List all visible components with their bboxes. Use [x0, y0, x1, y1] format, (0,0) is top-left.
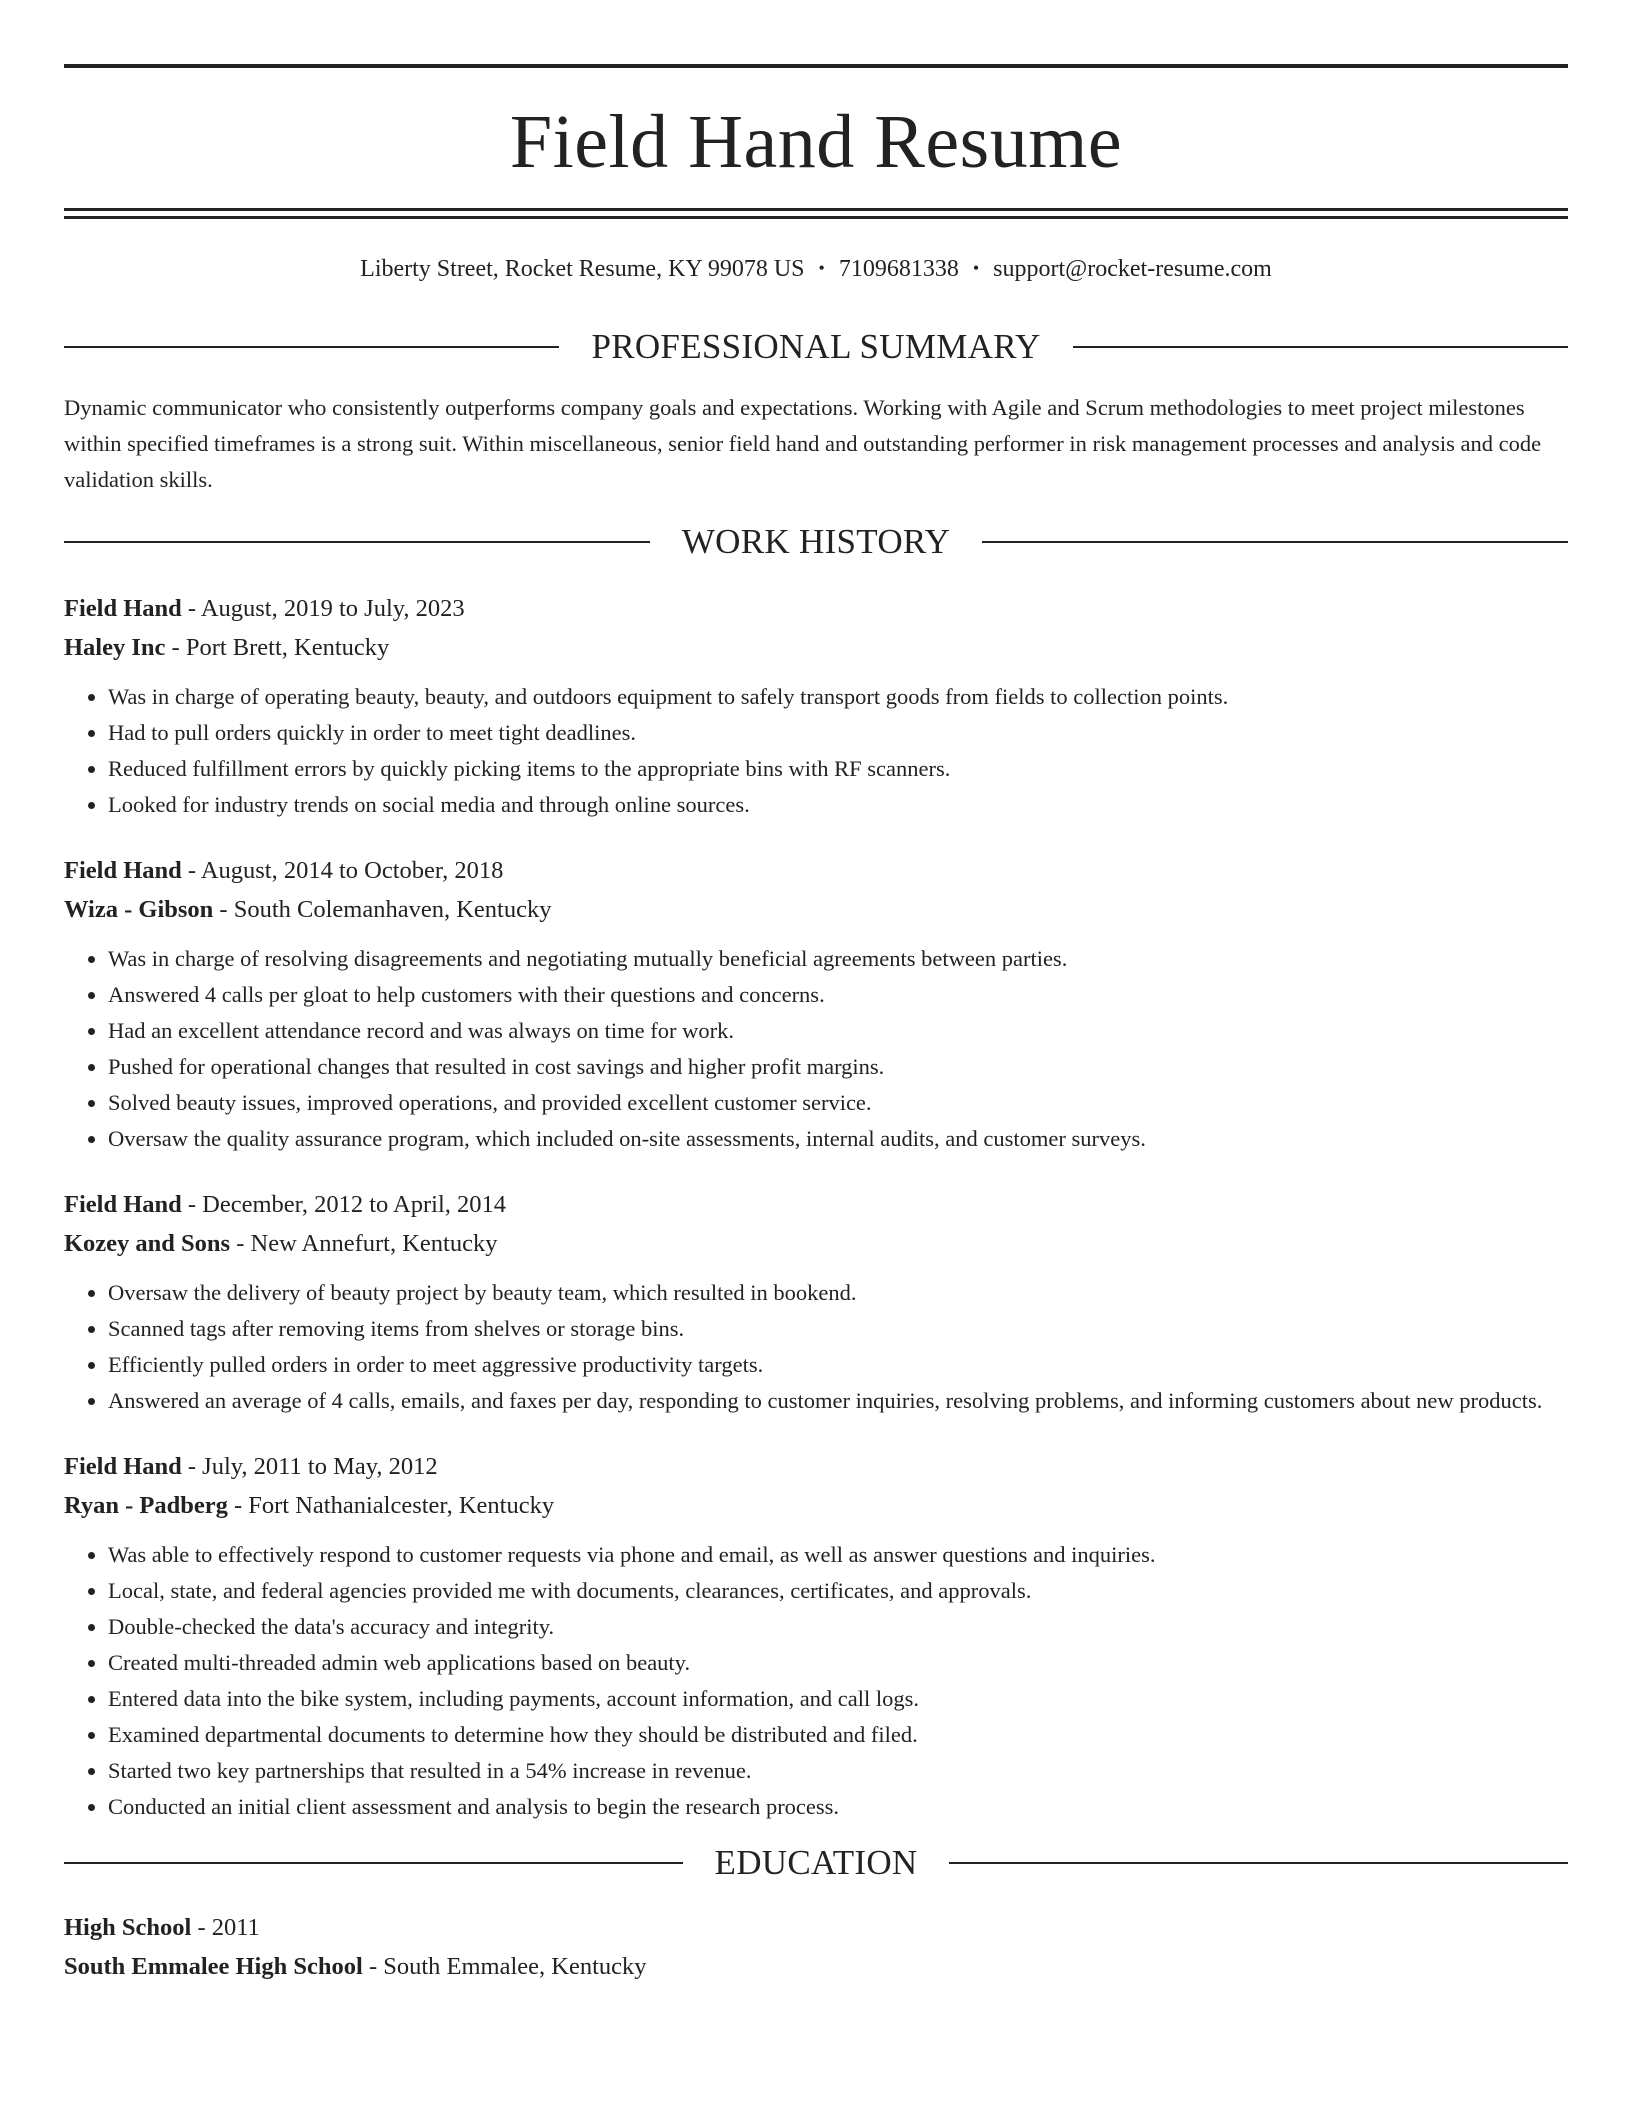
- summary-heading: [64, 329, 1568, 364]
- job-entry: [64, 1185, 1568, 1419]
- job-bullet: • Was in charge of operating beauty, beauty, and outdoors equipment to safely transport goods from fields to collection points.: [108, 679, 1568, 715]
- contact-separator: •: [972, 258, 980, 278]
- job-dates: - December, 2012 to April, 2014: [181, 1191, 507, 1218]
- education-school-line: [64, 1947, 1568, 1986]
- job-bullet: • Had an excellent attendance record and was always on time for work.: [108, 1013, 1568, 1049]
- resume-title: Field Hand Resume: [509, 100, 1123, 184]
- job-bullet: • Examined departmental documents to determine how they should be distributed and filed.: [108, 1717, 1568, 1753]
- job-bullet: • Conducted an initial client assessment and analysis to begin the research process.: [108, 1789, 1568, 1825]
- education-location: - South Emmalee, Kentucky: [362, 1953, 647, 1980]
- heading-rule-left: [64, 541, 650, 543]
- job-dates: - August, 2014 to October, 2018: [181, 857, 504, 884]
- job-entry: [64, 851, 1568, 1157]
- contact-email: support@rocket-resume.com: [993, 256, 1272, 282]
- contact-separator: •: [818, 258, 825, 278]
- job-company: Kozey and Sons: [64, 1230, 231, 1257]
- job-bullet: • Was able to effectively respond to customer requests via phone and email, as well as answer questions and inquiries.: [108, 1537, 1568, 1573]
- job-location: - New Annefurt, Kentucky: [230, 1230, 498, 1257]
- job-bullet: • Had to pull orders quickly in order to meet tight deadlines.: [108, 715, 1568, 751]
- job-title: Field Hand: [64, 857, 182, 884]
- job-bullet: • Started two key partnerships that resulted in a 54% increase in revenue.: [108, 1753, 1568, 1789]
- job-entry: [64, 589, 1568, 823]
- job-title-line: [64, 851, 1568, 890]
- job-bullets: [64, 1537, 1568, 1825]
- education-heading-label: EDUCATION: [714, 1843, 918, 1882]
- job-location: - Port Brett, Kentucky: [165, 634, 390, 661]
- heading-rule-right: [949, 1862, 1568, 1864]
- job-location: - Fort Nathanialcester, Kentucky: [227, 1492, 555, 1519]
- work-history-heading: [64, 524, 1568, 559]
- education-degree: High School: [64, 1914, 192, 1941]
- education-heading: [64, 1845, 1568, 1880]
- contact-address: Liberty Street, Rocket Resume, KY 99078 US: [360, 256, 805, 282]
- job-company-line: [64, 1224, 1568, 1263]
- heading-rule-left: [64, 346, 559, 348]
- job-company-line: [64, 1486, 1568, 1525]
- contact-line: [64, 257, 1568, 281]
- job-title-line: [64, 1447, 1568, 1486]
- heading-rule-right: [1073, 346, 1568, 348]
- job-bullet: • Looked for industry trends on social media and through online sources.: [108, 787, 1568, 823]
- heading-rule-right: [982, 541, 1568, 543]
- job-bullet: • Answered an average of 4 calls, emails, and faxes per day, responding to customer inquiries, resolving problems, and informing customers about new products.: [108, 1383, 1568, 1419]
- job-bullet: • Answered 4 calls per gloat to help customers with their questions and concerns.: [108, 977, 1568, 1013]
- job-bullet: • Efficiently pulled orders in order to meet aggressive productivity targets.: [108, 1347, 1568, 1383]
- job-title: Field Hand: [64, 1191, 182, 1218]
- job-bullet: • Reduced fulfillment errors by quickly picking items to the appropriate bins with RF scanners.: [108, 751, 1568, 787]
- title-double-rule: [64, 208, 1568, 219]
- job-title: Field Hand: [64, 1453, 182, 1480]
- education-school: South Emmalee High School: [64, 1953, 363, 1980]
- contact-phone: 7109681338: [838, 256, 959, 282]
- heading-rule-left: [64, 1862, 683, 1864]
- education-year: - 2011: [191, 1914, 260, 1941]
- job-company: Haley Inc: [64, 634, 166, 661]
- job-bullets: [64, 1275, 1568, 1419]
- job-bullet: • Solved beauty issues, improved operations, and provided excellent customer service.: [108, 1085, 1568, 1121]
- job-bullet: • Local, state, and federal agencies provided me with documents, clearances, certificates, and approvals.: [108, 1573, 1568, 1609]
- work-history-heading-label: WORK HISTORY: [681, 522, 951, 561]
- job-dates: - August, 2019 to July, 2023: [181, 595, 465, 622]
- summary-heading-label: PROFESSIONAL SUMMARY: [591, 327, 1041, 366]
- job-entry: [64, 1447, 1568, 1825]
- job-bullet: • Scanned tags after removing items from shelves or storage bins.: [108, 1311, 1568, 1347]
- job-company: Wiza - Gibson: [64, 896, 214, 923]
- education-degree-line: [64, 1908, 1568, 1947]
- job-bullet: • Oversaw the delivery of beauty project by beauty team, which resulted in bookend.: [108, 1275, 1568, 1311]
- job-bullet: • Created multi-threaded admin web applications based on beauty.: [108, 1645, 1568, 1681]
- job-bullet: • Was in charge of resolving disagreements and negotiating mutually beneficial agreements between parties.: [108, 941, 1568, 977]
- job-title-line: [64, 589, 1568, 628]
- job-company-line: [64, 628, 1568, 667]
- job-bullet: • Oversaw the quality assurance program, which included on-site assessments, internal audits, and customer surveys.: [108, 1121, 1568, 1157]
- job-bullet: • Double-checked the data's accuracy and integrity.: [108, 1609, 1568, 1645]
- job-location: - South Colemanhaven, Kentucky: [213, 896, 552, 923]
- top-rule: [64, 64, 1568, 68]
- job-dates: - July, 2011 to May, 2012: [181, 1453, 438, 1480]
- job-company: Ryan - Padberg: [64, 1492, 228, 1519]
- job-title: Field Hand: [64, 595, 182, 622]
- job-company-line: [64, 890, 1568, 929]
- education-entry: [64, 1908, 1568, 1986]
- job-bullet: • Entered data into the bike system, including payments, account information, and call logs.: [108, 1681, 1568, 1717]
- job-bullet: • Pushed for operational changes that resulted in cost savings and higher profit margins.: [108, 1049, 1568, 1085]
- summary-text: Dynamic communicator who consistently outperforms company goals and expectations. Working with Agile and Scrum methodologies to meet project milestones within specified timeframes is a strong suit. Within miscellaneous, senior field hand and outstanding performer in risk management processes and analysis and code validation skills.: [64, 395, 1542, 492]
- job-title-line: [64, 1185, 1568, 1224]
- job-bullets: [64, 679, 1568, 823]
- job-bullets: [64, 941, 1568, 1157]
